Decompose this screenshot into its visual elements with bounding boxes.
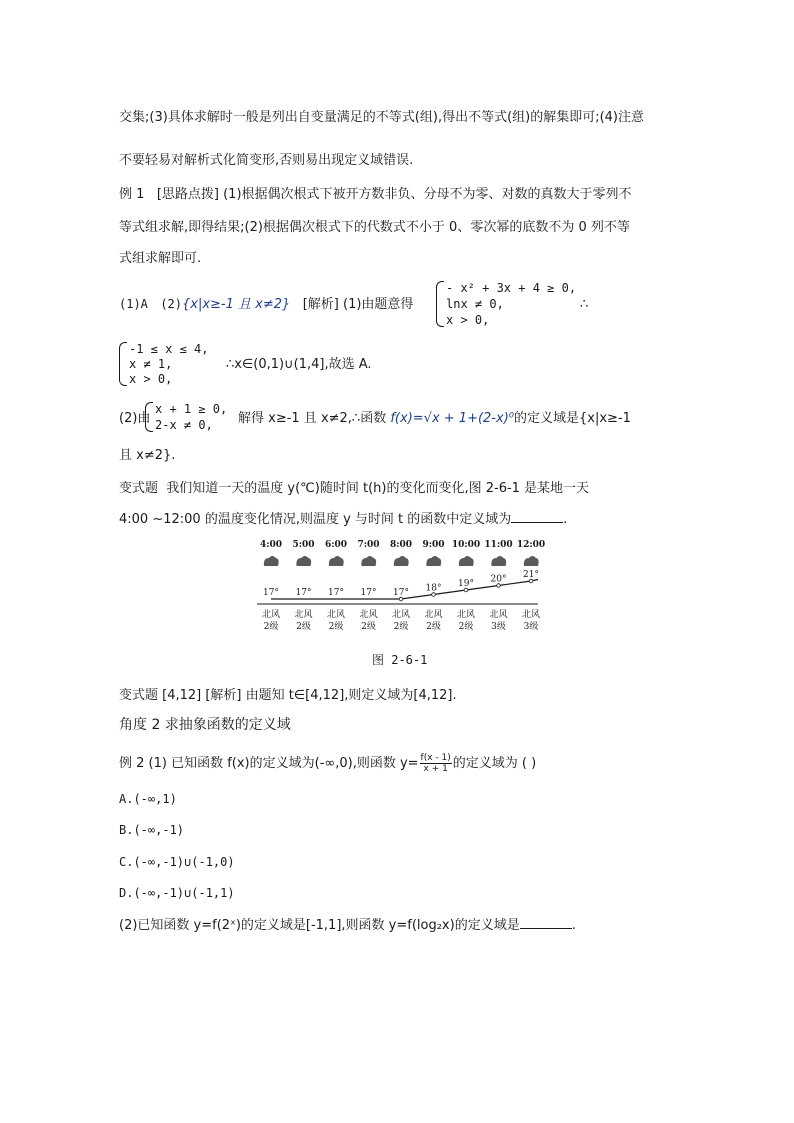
wind-level-label: 3级 [491, 622, 506, 632]
cloud-icons [264, 556, 539, 566]
time-label: 4:00 [259, 540, 283, 550]
wind-level-label: 3级 [523, 622, 539, 632]
ex2-fraction [420, 753, 452, 774]
wind-level-label: 2级 [361, 622, 376, 632]
ex1-part2-lead: (2)由 [119, 411, 151, 426]
wind-direction-label: 北风 [261, 610, 281, 620]
system-row: x + 1 ≥ 0, [155, 402, 228, 416]
wind-level-label: 2级 [426, 622, 441, 632]
wind-level-label: 2级 [393, 622, 409, 632]
temperature-labels [263, 570, 539, 598]
time-label: 8:00 [389, 540, 413, 550]
ex2-part2 [119, 916, 576, 935]
system-row: - x² + 3x + 4 ≥ 0, [446, 281, 577, 295]
time-label: 6:00 [324, 540, 348, 550]
figure-caption: 图 2-6-1 [372, 653, 428, 667]
cloud-icon [361, 556, 376, 566]
ex1-hint-line-3: 式组求解即可. [119, 251, 202, 266]
ex1-label: 例 1 [119, 187, 145, 202]
ex1-answer-1: (1)A [119, 297, 148, 311]
time-label: 10:00 [451, 540, 481, 550]
ex1-answer-line [119, 295, 413, 314]
ex1-system-2-tail: ∴x∈(0,1)∪(1,4],故选 A. [226, 357, 372, 372]
wind-level-label: 2级 [458, 622, 474, 632]
fraction-numerator: f(x - 1) [420, 753, 451, 763]
left-brace [119, 342, 127, 386]
ex1-analysis-lead: (1)由题意得 [343, 297, 414, 312]
ex2-stem-a: 例 2 (1) 已知函数 f(x)的定义域为(-∞,0),则函数 y= [119, 756, 419, 771]
ex1-hint-line-1 [119, 186, 632, 204]
temperature-label: 17° [295, 588, 312, 598]
cloud-icon [459, 556, 474, 566]
temperature-label: 17° [393, 588, 409, 598]
cloud-icon [329, 556, 344, 566]
ex1-analysis-tag: [解析] [302, 297, 339, 312]
answer-blank [520, 916, 572, 929]
ex1-hint-tag: [思路点拨] [156, 187, 219, 202]
time-label: 5:00 [292, 540, 315, 550]
ex1-part2-mid: 解得 x≥-1 且 x≠2,∴函数 [238, 411, 387, 426]
time-labels [260, 540, 545, 550]
temperature-label: 21° [523, 570, 539, 580]
wind-level-label: 2级 [263, 622, 279, 632]
para-line-1: 交集;(3)具体求解时一般是列出自变量满足的不等式(组),得出不等式(组)的解集即可;(4)注意 [119, 110, 645, 125]
wind-direction-label: 北风 [294, 610, 313, 620]
temperature-label: 17° [328, 588, 344, 598]
time-label: 7:00 [357, 540, 380, 550]
ex2-option-b: B.(-∞,-1) [119, 823, 185, 837]
variant-text-1: 我们知道一天的温度 y(℃)随时间 t(h)的变化而变化,图 2-6-1 是某地一天 [166, 481, 590, 496]
wind-level-label: 2级 [296, 622, 311, 632]
ex2-option-d: D.(-∞,-1)∪(-1,1) [119, 886, 235, 900]
temperature-label: 20° [490, 574, 507, 585]
system-row: lnx ≠ 0, [446, 297, 504, 311]
temperature-label: 17° [360, 588, 377, 598]
wind-direction-label: 北风 [424, 610, 443, 620]
cloud-icon [264, 556, 279, 566]
answer-blank [511, 510, 563, 523]
angle-2-heading: 角度 2 求抽象函数的定义域 [119, 717, 291, 733]
variant-end: . [563, 512, 568, 527]
system-row: 2-x ≠ 0, [155, 418, 213, 432]
wind-direction-label: 北风 [359, 610, 378, 620]
ex1-hint-text-1: (1)根据偶次根式下被开方数非负、分母不为零、对数的真数大于零列不 [223, 187, 632, 202]
ex2-stem [119, 753, 536, 774]
ex2-option-a: A.(-∞,1) [119, 792, 177, 806]
wind-direction-label: 北风 [391, 610, 411, 620]
left-brace [145, 402, 153, 432]
temperature-label: 18° [425, 583, 442, 594]
ex1-hint-line-2: 等式组求解,即得结果;(2)根据偶次根式下的代数式不小于 0、零次幂的底数不为 0 列不等 [119, 220, 630, 235]
ex1-part2-body [238, 410, 631, 428]
wind-direction-label: 北风 [521, 610, 541, 620]
wind-labels [262, 608, 540, 632]
therefore-symbol: ∴ [580, 297, 589, 312]
variant-line-1 [119, 480, 589, 498]
system-row: x > 0, [446, 313, 490, 327]
system-row: -1 ≤ x ≤ 4, [129, 342, 209, 356]
left-brace [436, 281, 444, 327]
time-label: 9:00 [422, 540, 445, 550]
ex2-option-c: C.(-∞,-1)∪(-1,0) [119, 855, 235, 869]
temperature-label: 17° [263, 588, 279, 598]
variant-text-2: 4:00 ~12:00 的温度变化情况,则温度 y 与时间 t 的函数中定义域为 [119, 512, 512, 527]
ex2-part2-end: . [571, 918, 576, 933]
ex1-part2-line-2: 且 x≠2}. [119, 448, 176, 463]
system-row: x > 0, [129, 372, 173, 386]
time-label: 12:00 [516, 540, 545, 550]
ex1-system-1 [436, 281, 576, 327]
weather-figure [255, 535, 545, 635]
fraction-denominator: x + 1 [423, 764, 448, 774]
cloud-icon [491, 556, 506, 566]
wind-direction-label: 北风 [456, 610, 476, 620]
ex1-answer-2-label: (2) [160, 297, 182, 311]
ex1-part2-end: 的定义域是{x|x≥-1 [513, 411, 631, 426]
variant-label: 变式题 [119, 481, 159, 496]
ex2-stem-b: 的定义域为 ( ) [452, 756, 537, 771]
ex1-part2-function: f(x)=√x + 1+(2-x)⁰ [390, 411, 514, 426]
variant-answer: 变式题 [4,12] [解析] 由题知 t∈[4,12],则定义域为[4,12]. [119, 688, 457, 703]
ex1-system-2 [119, 342, 208, 386]
cloud-icon [524, 556, 539, 566]
cloud-icon [426, 556, 441, 566]
wind-level-label: 2级 [328, 622, 344, 632]
para-line-2: 不要轻易对解析式化简变形,否则易出现定义域错误. [119, 153, 414, 168]
time-label: 11:00 [484, 540, 513, 550]
system-row: x ≠ 1, [129, 357, 173, 371]
wind-direction-label: 北风 [489, 610, 508, 620]
ex2-part2-text: (2)已知函数 y=f(2ˣ)的定义域是[-1,1],则函数 y=f(log₂x)的定义域是 [119, 918, 520, 933]
variant-line-2 [119, 510, 567, 529]
cloud-icon [296, 556, 311, 566]
temperature-label: 19° [458, 579, 474, 589]
wind-direction-label: 北风 [326, 610, 346, 620]
cloud-icon [394, 556, 409, 566]
ex1-system-3 [145, 402, 227, 432]
ex1-answer-2-set: {x|x≥-1 且 x≠2} [182, 297, 291, 312]
